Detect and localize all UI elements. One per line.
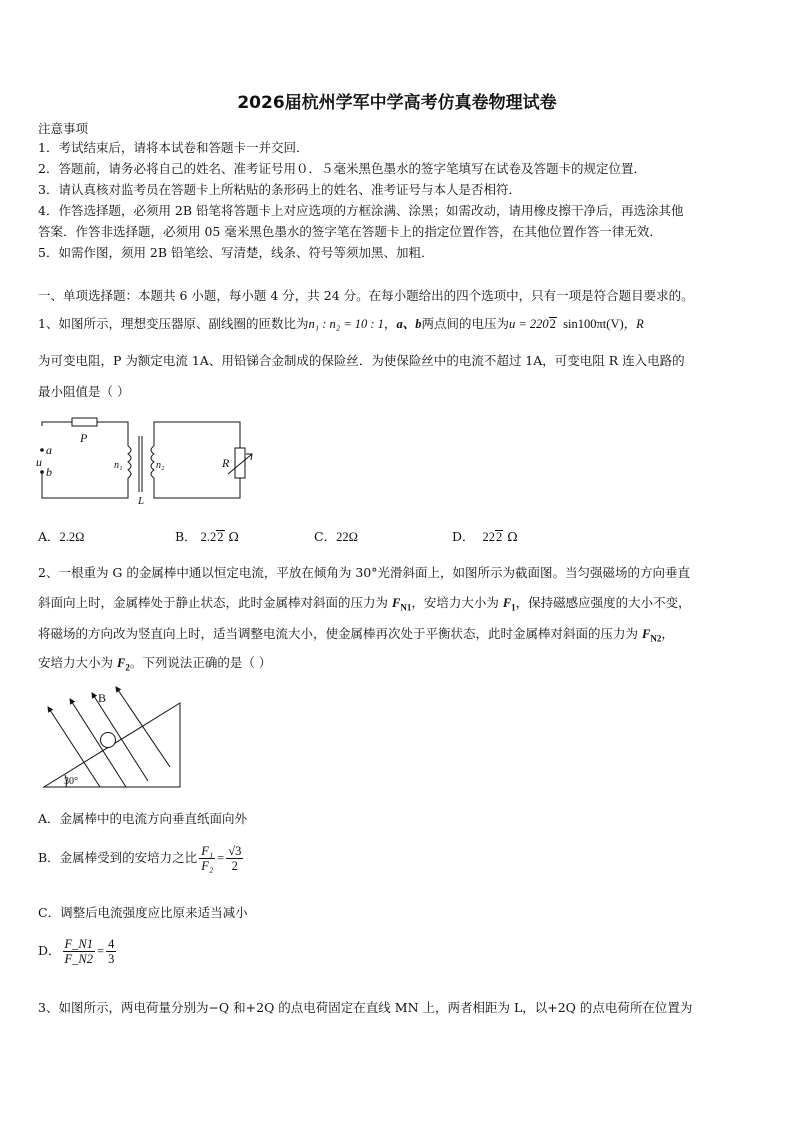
fraction-numerator: 4 — [108, 937, 115, 951]
symbol-subscript: 2 — [125, 662, 130, 673]
option-letter: B． — [175, 529, 197, 544]
q2-option-d — [38, 936, 118, 974]
n2-label: n₂ — [156, 460, 165, 471]
result-fraction — [226, 844, 243, 873]
q1-option-b — [175, 527, 239, 545]
fraction-denominator: F₂ — [201, 859, 214, 873]
sqrt-value: 2 — [495, 530, 503, 544]
n1-label: n₁ — [114, 460, 123, 471]
q1-option-a — [38, 527, 84, 545]
fraction-denominator: F_N2 — [64, 952, 94, 966]
q2-text: 斜面向上时，金属棒处于静止状态，此时金属棒对斜面的压力为 — [38, 595, 392, 610]
q1-ratio: n₁ : n₂ = 10 : 1 — [308, 317, 384, 331]
question-2-line-4 — [38, 655, 271, 676]
transformer-circuit-figure — [32, 412, 257, 504]
notice-heading: 注意事项 — [38, 121, 89, 136]
equals-sign: = — [217, 851, 225, 865]
option-value: 2.2Ω — [59, 530, 85, 544]
option-text: D． — [38, 943, 61, 958]
fraction-numerator: √3 — [228, 844, 242, 858]
voltage-label: u — [36, 455, 42, 469]
core-label: L — [138, 495, 145, 504]
field-label: B — [98, 691, 107, 705]
q2-option-a: A．金属棒中的电流方向垂直纸面向外 — [38, 811, 248, 826]
option-letter: C． — [314, 529, 337, 544]
question-1-line-3: 最小阻值是（ ） — [38, 384, 130, 399]
notice-item: 3．请认真核对监考员在答题卡上所粘贴的条形码上的姓名、准考证号与本人是否相符． — [38, 182, 521, 197]
terminal-a-label: a — [46, 443, 52, 457]
notice-item: 答案．作答非选择题，必须用 05 毫米黑色墨水的签字笔在答题卡上的指定位置作答，在其他位置作答一律无效． — [38, 224, 662, 239]
symbol-subscript: N1 — [400, 602, 412, 613]
option-unit: Ω — [503, 529, 518, 544]
symbol-letter: F — [502, 596, 512, 610]
option-value: 22Ω — [336, 530, 358, 544]
notice-item: 5．如需作图，须用 2B 铅笔绘、写清楚，线条、符号等须加黑、加粗． — [38, 245, 434, 260]
voltage-function: sin100πt(V) — [563, 317, 624, 331]
symbol-f2 — [116, 656, 130, 673]
q1-voltage — [509, 317, 624, 331]
symbol-letter: F — [116, 656, 126, 670]
symbol-subscript: N2 — [650, 633, 662, 644]
q2-text: ，保持磁感应强度的大小不变， — [515, 595, 691, 610]
q2-option-c: C．调整后电流强度应比原来适当减小 — [38, 905, 248, 920]
fraction-denominator: 3 — [108, 952, 115, 966]
q1-ab: a、b — [396, 317, 422, 331]
q2-text: 将磁场的方向改为竖直向上时，适当调整电流大小，使金属棒再次处于平衡状态，此时金属棒对斜面的压力为 — [38, 626, 642, 641]
q2-text: 安培力大小为 — [38, 655, 117, 670]
question-2-line-1: 2、一根重为 G 的金属棒中通以恒定电流，平放在倾角为 30°光滑斜面上，如图所示为截面图。当匀强磁场的方向垂直 — [38, 565, 691, 580]
symbol-fn1 — [391, 596, 412, 613]
q2-text: ， — [661, 626, 674, 641]
option-value: 22 — [482, 530, 495, 544]
resistor-label: R — [222, 456, 230, 470]
result-fraction — [106, 937, 116, 966]
terminal-a — [40, 448, 44, 452]
option-unit: Ω — [224, 529, 239, 544]
question-3-line-1: 3、如图所示，两电荷量分别为−Q 和+2Q 的点电荷固定在直线 MN 上，两者相距为 L，以+2Q 的点电荷所在位置为 — [38, 1000, 693, 1015]
sqrt-value: 2 — [549, 317, 556, 331]
equals-sign: = — [97, 944, 105, 958]
notice-item: 1．考试结束后，请将本试卷和答题卡一并交回． — [38, 140, 309, 155]
q2-option-b — [38, 843, 245, 877]
metal-rod-circle — [101, 733, 116, 748]
terminal-b — [40, 470, 44, 474]
q1-text: 两点间的电压为 — [421, 316, 509, 331]
incline-figure — [40, 685, 190, 793]
symbol-fn2 — [641, 627, 662, 644]
q1-text: ，R — [623, 317, 644, 331]
symbol-letter: F — [391, 596, 401, 610]
terminal-b-label: b — [46, 465, 52, 479]
option-letter: A． — [38, 529, 60, 544]
fraction-numerator: F_N1 — [64, 937, 94, 951]
angle-label: 30° — [64, 776, 78, 787]
option-text: B．金属棒受到的安培力之比 — [38, 850, 198, 865]
fraction-denominator: 2 — [231, 859, 238, 873]
notice-item: 4．作答选择题，必须用 2B 铅笔将答题卡上对应选项的方框涂满、涂黑；如需改动，请用橡皮擦干净后，再选涂其他 — [38, 203, 684, 218]
option-value: 2.2 — [200, 530, 217, 544]
q1-text: 1、如图所示，理想变压器原、副线圈的匝数比为 — [38, 316, 309, 331]
page-title: 2026届杭州学军中学高考仿真卷物理试卷 — [237, 93, 557, 113]
q2-text: ，安培力大小为 — [411, 595, 503, 610]
voltage-amplitude: u = 220 — [508, 317, 549, 331]
pressure-ratio-fraction — [63, 937, 95, 966]
fraction-numerator: F₁ — [201, 844, 214, 858]
symbol-subscript: 1 — [511, 602, 516, 613]
symbol-letter: F — [641, 627, 651, 641]
question-1-line-2: 为可变电阻，P 为额定电流 1A、用铅锑合金制成的保险丝．为使保险丝中的电流不超过 1A，可变电阻 R 连入电路的 — [38, 353, 685, 368]
option-letter: D． — [452, 529, 475, 544]
q2-text: 。下列说法正确的是（ ） — [129, 655, 272, 670]
q1-option-d — [452, 527, 518, 545]
symbol-f1 — [502, 596, 516, 613]
question-1-line-1 — [38, 316, 644, 332]
sqrt-value: 2 — [217, 530, 224, 544]
question-2-line-3 — [38, 626, 674, 647]
q1-text: ， — [383, 316, 397, 331]
question-2-line-2 — [38, 595, 691, 616]
section-heading: 一、单项选择题：本题共 6 小题，每小题 4 分，共 24 分。在每小题给出的四个选项中，只有一项是符合题目要求的。 — [38, 288, 694, 303]
q1-option-c — [314, 527, 358, 545]
fuse-label: P — [80, 431, 88, 445]
force-ratio-fraction — [199, 844, 215, 873]
notice-item: 2．答题前，请务必将自己的姓名、准考证号用０．５毫米黑色墨水的签字笔填写在试卷及答题卡的规定位置． — [38, 161, 646, 176]
